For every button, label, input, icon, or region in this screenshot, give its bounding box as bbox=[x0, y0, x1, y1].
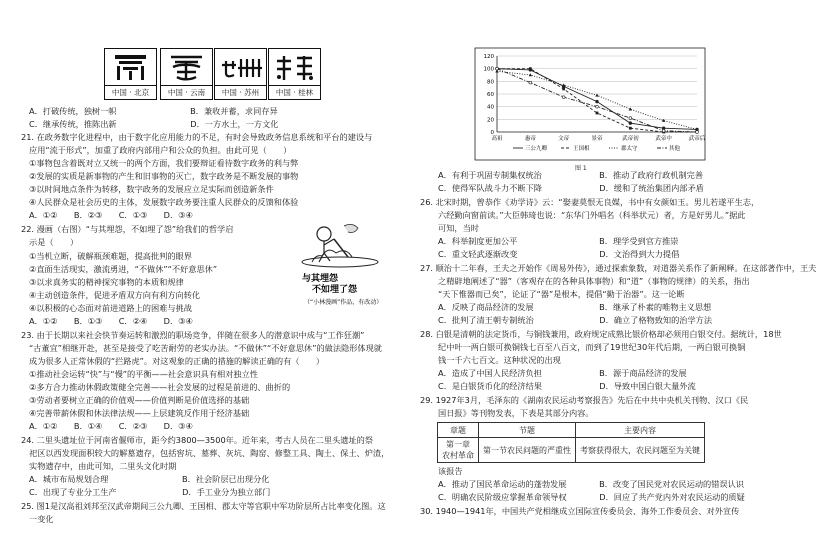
q23-statement: ④完善带薪休假和休法律法规——上层建筑反作用于经济基础 bbox=[29, 408, 250, 418]
data-point bbox=[529, 81, 532, 84]
q24-option-line: C．出现了专业分工生产 D．手工业分为独立部门 bbox=[29, 487, 271, 497]
y-tick-label: 20 bbox=[487, 117, 494, 124]
q20-option-line: C．继承传统，推陈出新 D．一方水土，一方文化 bbox=[29, 119, 279, 129]
x-tick-label: 武帝后 bbox=[688, 136, 706, 142]
suzhou-glyph-icon bbox=[219, 53, 262, 81]
chart-frame bbox=[475, 48, 705, 160]
data-point bbox=[596, 100, 599, 103]
q25-option-line: A．有利于巩固专制集权统治 B．推动了政府行政机制完善 bbox=[438, 170, 704, 180]
q22-statement: ④主动创造条件，促进矛盾双方向有利方向转化 bbox=[29, 290, 201, 300]
q20-option-line: A．打破传统，独树一帜 B．兼收并蓄，求同存异 bbox=[29, 106, 278, 116]
q27-stem: 27. 顺治十二年春，王夫之开始作《周易外传》，通过探索象数，对道器关系作了新阐释。在这部著作中，王夫 bbox=[420, 263, 816, 273]
q22-statement: ③以求真务实的精神探究事物的本质和规律 bbox=[29, 277, 184, 287]
q21-stem: 应用“流于形式”，加重了政府内部用户和公众的负担。由此可见（ ） bbox=[29, 145, 292, 155]
q29-option-line: C．明确农民阶级应掌握革命领导权 D．回应了共产党内外对农民运动的质疑 bbox=[438, 492, 745, 502]
q25-option-line: C．使得军队战斗力不断下降 D．缓和了统治集团内部矛盾 bbox=[438, 183, 704, 193]
x-tick-label: 惠帝 bbox=[524, 136, 536, 142]
q22-stem: 22. 漫画（右图）“与其埋怨，不如埋了怨”给我们的哲学启 bbox=[21, 224, 234, 234]
x-tick-label: 武帝中 bbox=[655, 136, 672, 142]
x-tick-label: 高祖 bbox=[491, 136, 503, 142]
q29-stem: 29. 1927年3月，毛泽东的《湖南农民运动考察报告》先后在中共中央机关刊物、汉口《民 bbox=[420, 395, 749, 405]
data-point bbox=[696, 131, 699, 134]
q22-options: A．①② B．①③ C．②④ D．③④ bbox=[29, 316, 193, 326]
q29-lead: 该报告 bbox=[438, 466, 463, 476]
q26-stem: 可知，当时 bbox=[438, 223, 479, 233]
logo-caption: 中国 · 苏州 bbox=[215, 85, 266, 99]
y-tick-label: 80 bbox=[487, 79, 494, 86]
x-tick-label: 景帝 bbox=[591, 136, 603, 142]
legend-label: 王国相 bbox=[573, 146, 590, 152]
q28-option-line: A．造成了中国人民经济负担 B．源于商品经济的发展 bbox=[438, 368, 687, 378]
q28-option-line: C．是白银货币化的经济结果 D．导致中国白银大量外流 bbox=[438, 381, 696, 391]
q25-stem: 25. 图1是汉高祖刘邦至汉武帝期间三公九卿、王国相、郡太守等官职中军功阶层所占比率变化图。这 bbox=[21, 501, 386, 511]
q22-statement: ②直面生活现实，激流勇进，“不做休”“不好意思休” bbox=[29, 264, 218, 274]
q28-stem: 纪中叶一两白银可换铜钱七百至八百文，而到了19世纪30年代后期，一两白银可换铜 bbox=[438, 342, 746, 352]
x-tick-label: 武帝初 bbox=[622, 136, 639, 142]
data-point bbox=[596, 112, 599, 115]
logo-caption: 中国 · 云南 bbox=[161, 85, 212, 99]
q29-table bbox=[437, 422, 705, 463]
q27-option-line: C．批判了清王朝专制统治 D．确立了格物致知的治学方法 bbox=[438, 315, 713, 325]
q27-stem: “天下惟器而已矣”，论证了“器”是根本，提倡“勤于治器”。这一论断 bbox=[438, 289, 685, 299]
svg-text:（“小林漫画”作品，有改动）: （“小林漫画”作品，有改动） bbox=[304, 299, 383, 306]
logo-caption: 中国 · 北京 bbox=[105, 85, 156, 99]
q29-stem: 国日报》等刊物发表，下表是其部分内容。 bbox=[438, 408, 594, 418]
x-tick-label: 文帝 bbox=[558, 136, 570, 142]
q26-stem: 六经勤向窗前读。”大臣韩琦也说：“东华门外唱名（科举状元）者，方是好男儿。”据此 bbox=[438, 210, 746, 220]
q23-stem: 成为很多人正常休假的“拦路虎”。对这观象的正确的措施的解读正确的有（ ） bbox=[29, 356, 325, 366]
table-cell-content: 考察获得很大，农民问题至为关键 bbox=[576, 438, 705, 463]
q22-statement: ④以积极的心态面对前进道路上的困难与挑战 bbox=[29, 303, 192, 313]
chapter-number: 第一章 bbox=[446, 440, 470, 449]
q24-stem: 实物遗存中，由此可知，二里头文化时期 bbox=[29, 461, 177, 471]
q23-statement: ②多方合力推动休假政策健全完善——社会发展的过程是前进的、曲折的 bbox=[29, 382, 291, 392]
q28-stem: 28. 白银是清朝的法定货币，与铜钱兼用，政府规定成熟比银价格却必须用白银交付。据统计，18世 bbox=[420, 329, 782, 339]
q22-stem: 示是（ ） bbox=[29, 237, 79, 247]
table-cell-chapter bbox=[438, 438, 479, 463]
table-header: 章题 bbox=[438, 423, 479, 438]
data-point bbox=[562, 96, 565, 99]
q28-stem: 钱一千六七百文。这种状况的出现 bbox=[438, 355, 561, 365]
q23-options: A．①② B．①④ C．②③ D．③④ bbox=[29, 421, 193, 431]
q21-options: A．①② B．②③ C．①③ D．③④ bbox=[29, 210, 193, 220]
beijing-glyph-icon bbox=[109, 53, 152, 81]
guilin-glyph-icon bbox=[273, 53, 316, 81]
q23-stem: “古董宜”相继开赴，甚至是接受了吃苦耐劳的老实办法。“不做休”“不好意思休”的做法隐形体现就 bbox=[29, 343, 382, 353]
chart-caption: 图 1 bbox=[575, 165, 587, 172]
q21-statement: ①事物包含着既对立又统一的两个方面，我们要辩证看待数字政务的利与弊 bbox=[29, 158, 299, 168]
svg-text:不如埋了怨: 不如埋了怨 bbox=[312, 285, 358, 295]
legend-label: 其他 bbox=[669, 146, 681, 152]
y-tick-label: 60 bbox=[487, 92, 494, 98]
line-chart bbox=[475, 48, 705, 160]
table-header: 主要内容 bbox=[576, 423, 705, 438]
q22-statement: ①当机立断，破解瓶颈难题，提高批判的眼界 bbox=[29, 251, 192, 261]
cartoon-illustration bbox=[290, 218, 390, 308]
logo-guilin bbox=[268, 48, 321, 100]
table-cell-section: 第一节农民问题的严重性 bbox=[479, 438, 576, 463]
y-tick-label: 100 bbox=[483, 66, 494, 73]
legend-label: 三公九卿 bbox=[525, 146, 548, 152]
q29-option-line: A．推动了国民革命运动的蓬勃发展 B．改变了国民党对农民运动的错误认识 bbox=[438, 479, 744, 489]
q26-option-line: C．重文轻武逐渐改变 D．文治得到大力提倡 bbox=[438, 249, 680, 259]
data-point bbox=[562, 88, 565, 91]
q24-stem: 祀区以西发现面积较大的解墓遗存，包括窖坑、墓葬、灰坑、陶窑、修整工具、陶土、保土、炉渣， bbox=[29, 448, 390, 458]
q23-statement: ①推动社会运转“快”与“慢”的平衡——社会意识具有相对独立性 bbox=[29, 369, 258, 379]
q21-statement: ②发展的实质是新事物的产生和旧事物的灭亡，数字政务是不断发展的事物 bbox=[29, 171, 299, 181]
q26-stem: 26. 北宋时期，曾恭作《劝学诗》云：“娶妻莫恨无良媒，书中有女颜如玉。男儿若遂平生志， bbox=[420, 197, 760, 207]
logo-suzhou bbox=[214, 48, 267, 100]
table-header: 节题 bbox=[479, 423, 576, 438]
q27-option-line: A．反映了商品经济的发展 B．继承了朴素的唯物主义思想 bbox=[438, 302, 712, 312]
y-tick-label: 0 bbox=[490, 130, 494, 136]
q27-stem: 之精辟地阐述了“器”（客观存在的各种具体事物）和“道”（事物的规律）的关系，指出 bbox=[438, 276, 750, 286]
logo-caption: 中国 · 桂林 bbox=[269, 85, 320, 99]
data-point bbox=[629, 122, 632, 125]
svg-text:与其埋怨: 与其埋怨 bbox=[302, 274, 339, 284]
data-point bbox=[596, 105, 599, 108]
logo-yunnan bbox=[160, 48, 213, 100]
q30-stem: 30. 1940—1941年，中国共产党相继成立国际宣传委员会、海外工作委员会、对外宣传 bbox=[420, 506, 740, 516]
data-point bbox=[629, 117, 632, 120]
data-point bbox=[629, 127, 632, 130]
q23-stem: 23. 由于长期以来社会快节奏运转和激烈的职场竞争，伴随在很多人的潜意识中成与“工作狂潮” bbox=[21, 330, 365, 340]
q24-stem: 24. 二里头遗址位于河南省偃师市，距今约3800—3500年。近年来，考古人员在二里头遗址的祭 bbox=[21, 435, 374, 445]
y-tick-label: 120 bbox=[483, 54, 494, 60]
q21-statement: ④人民群众是社会历史的主体，发展数字政务要注重人民群众的反馈和体验 bbox=[29, 197, 299, 207]
q21-stem: 21. 在政务数字化进程中，由于数字化应用能力的不足，有时会导致政务信息系统和平台的建设与 bbox=[21, 132, 373, 142]
yunnan-glyph-icon bbox=[165, 53, 208, 81]
legend-label: 郡太守 bbox=[621, 146, 638, 152]
data-point bbox=[496, 67, 499, 70]
data-point bbox=[662, 129, 665, 132]
q24-option-line: A．城市布局规划合理 B．社会阶层已出现分化 bbox=[29, 474, 270, 484]
logo-beijing bbox=[104, 48, 157, 100]
y-tick-label: 40 bbox=[487, 104, 494, 111]
q25-stem: 一变化 bbox=[29, 514, 54, 524]
q23-statement: ③劳动者要树立正确的价值观——价值判断是价值选择的基础 bbox=[29, 395, 250, 405]
data-point bbox=[529, 67, 532, 70]
chapter-title: 农村革命 bbox=[442, 451, 474, 460]
q26-option-line: A．科举制度更加公平 B．理学受到官方推崇 bbox=[438, 236, 679, 246]
q21-statement: ③以时间地点条件为转移，数字政务的发展应立足实际而创造新条件 bbox=[29, 184, 274, 194]
